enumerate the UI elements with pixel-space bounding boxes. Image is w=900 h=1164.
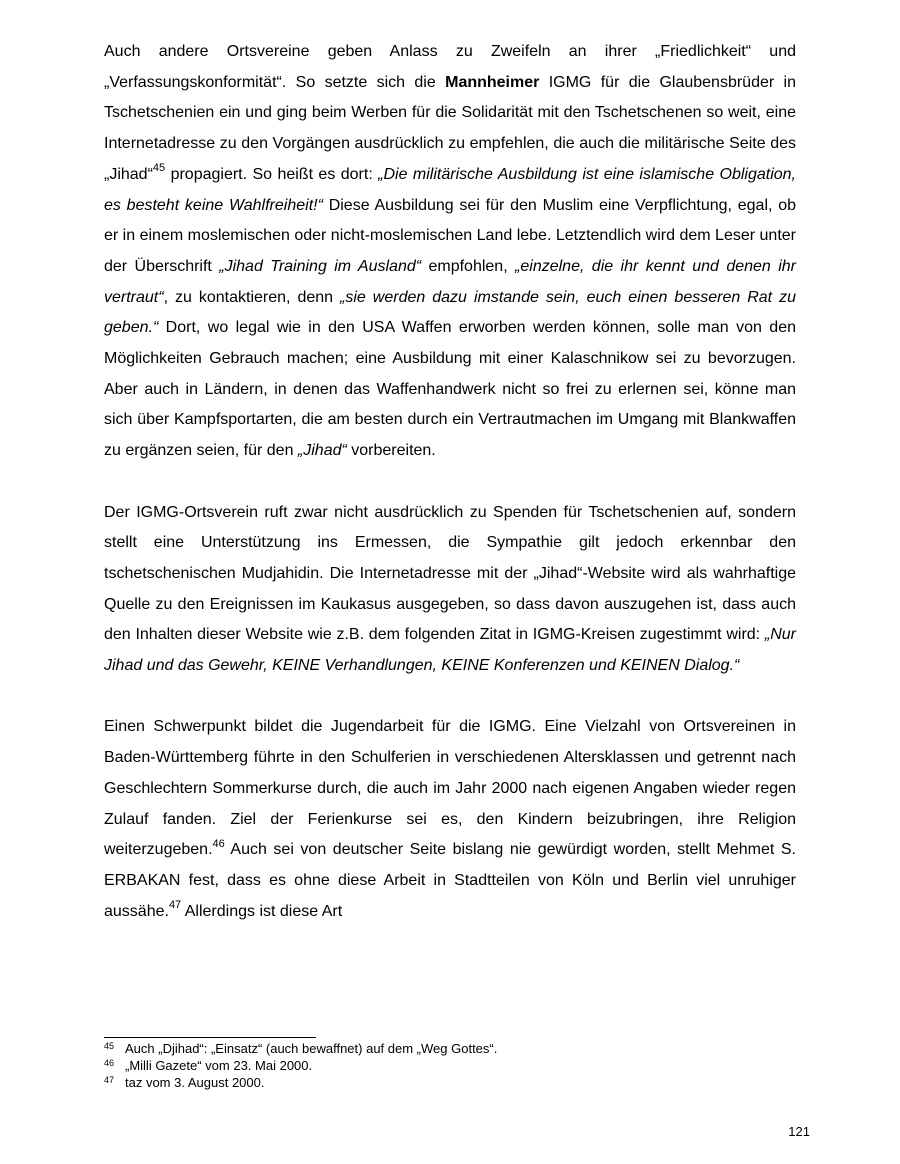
footnote-number: 45 xyxy=(104,1041,115,1051)
footnote-number: 47 xyxy=(104,1075,115,1085)
text-run: empfohlen, xyxy=(421,257,516,275)
text-run: Auch andere Ortsvereine geben Anlass zu Zweifeln an ihrer „Friedlichkeit“ und „Verfassungskonformität“. So setzte sich die xyxy=(104,43,796,91)
footnote-ref: 46 xyxy=(212,837,225,850)
footnote-text: taz vom 3. August 2000. xyxy=(125,1075,265,1090)
footnote-separator xyxy=(104,1037,316,1038)
footnote xyxy=(104,1058,796,1075)
footnote-ref: 45 xyxy=(152,162,166,175)
quote-text: „Die militärische Ausbildung ist eine islamische Obligation, es besteht keine Wahlfreiheit!“ xyxy=(104,165,797,214)
page-number: 121 xyxy=(788,1124,810,1139)
quote-text: „einzelne, die ihr kennt und denen ihr vertraut“ xyxy=(104,257,796,306)
footnote-text: Auch „Djihad“: „Einsatz“ (auch bewaffnet) auf dem „Weg Gottes“. xyxy=(125,1041,498,1056)
text-run: Einen Schwerpunkt bildet die Jugendarbeit für die IGMG. Eine Vielzahl von Ortsvereinen in Baden-Württemberg führte in den Schulferien in verschiedenen Altersklassen und getrennt nach Geschlechtern Sommerkurse durch, die auch im Jahr 2000 nach eigenen Angaben wieder regen Zulauf fanden. Ziel der Ferienkurse sei es, den Kindern beizubringen, ihre Religion weiterzugeben. xyxy=(104,718,796,859)
footnote xyxy=(104,1075,796,1092)
text-run: IGMG für die Glaubensbrüder in Tschetschenien ein und ging beim Werben für die Solidarität mit den Tschetschenen so weit, eine Internetadresse zu den Vorgängen ausdrücklich zu empfehlen, die auch die militärische Seite des „Jihad“ xyxy=(104,73,796,183)
text-run: Diese Ausbildung sei für den Muslim eine Verpflichtung, egal, ob er in einem moslemischen oder nicht-moslemischen Land lebe. Letztendlich wird dem Leser unter der Überschrift xyxy=(104,196,797,275)
text-run: Der IGMG-Ortsverein ruft zwar nicht ausdrücklich zu Spenden für Tschetschenien auf, sondern stellt eine Unterstützung ins Ermessen, die Sympathie gilt jedoch erkennbar den tschetschenischen Mudjahidin. Die Internetadresse mit der „Jihad“-Website wird als wahrhaftige Quelle zu den Ereignissen im Kaukasus ausgegeben, so dass davon auszugehen ist, dass auch den Inhalten dieser Website wie z.B. dem folgenden Zitat in IGMG-Kreisen zugestimmt wird: xyxy=(104,503,796,644)
text-run: propagiert. So heißt es dort: xyxy=(165,165,379,183)
paragraph xyxy=(104,37,796,467)
paragraph xyxy=(104,712,796,927)
quote-text: „Nur Jihad und das Gewehr, KEINE Verhandlungen, KEINE Konferenzen und KEINEN Dialog.“ xyxy=(104,626,796,675)
text-run: Dort, wo legal wie in den USA Waffen erworben werden können, solle man von den Möglichkeiten Gebrauch machen; eine Ausbildung mit einer Kalaschnikow sei zu bevorzugen. Aber auch in Ländern, in denen das Waffenhandwerk nicht so frei zu erlernen sei, könne man sich über Kampfsportarten, die am besten durch ein Vertrautmachen im Umgang mit Blankwaffen zu ergänzen seien, für den xyxy=(104,319,796,460)
quote-text: „sie werden dazu imstande sein, euch einen besseren Rat zu geben.“ xyxy=(104,288,797,337)
quote-text: „Jihad“ xyxy=(297,442,347,460)
text-run: vorbereiten. xyxy=(346,442,436,460)
paragraph xyxy=(104,498,796,682)
body-text xyxy=(104,37,796,927)
text-run: , zu kontaktieren, denn xyxy=(163,288,341,306)
footnotes xyxy=(104,1041,796,1092)
bold-text: Mannheimer xyxy=(445,73,540,91)
text-run: Auch sei von deutscher Seite bislang nie gewürdigt worden, stellt Mehmet S. ERBAKAN fest, dass es ohne diese Arbeit in Stadtteilen von Köln und Berlin viel unruhiger aussähe. xyxy=(104,841,796,920)
quote-text: „Jihad Training im Ausland“ xyxy=(219,257,422,275)
text-run: Allerdings ist diese Art xyxy=(181,902,343,920)
footnote-ref: 47 xyxy=(168,899,182,912)
footnote-number: 46 xyxy=(104,1058,115,1068)
footnote xyxy=(104,1041,796,1058)
footnote-text: „Milli Gazete“ vom 23. Mai 2000. xyxy=(125,1058,313,1073)
